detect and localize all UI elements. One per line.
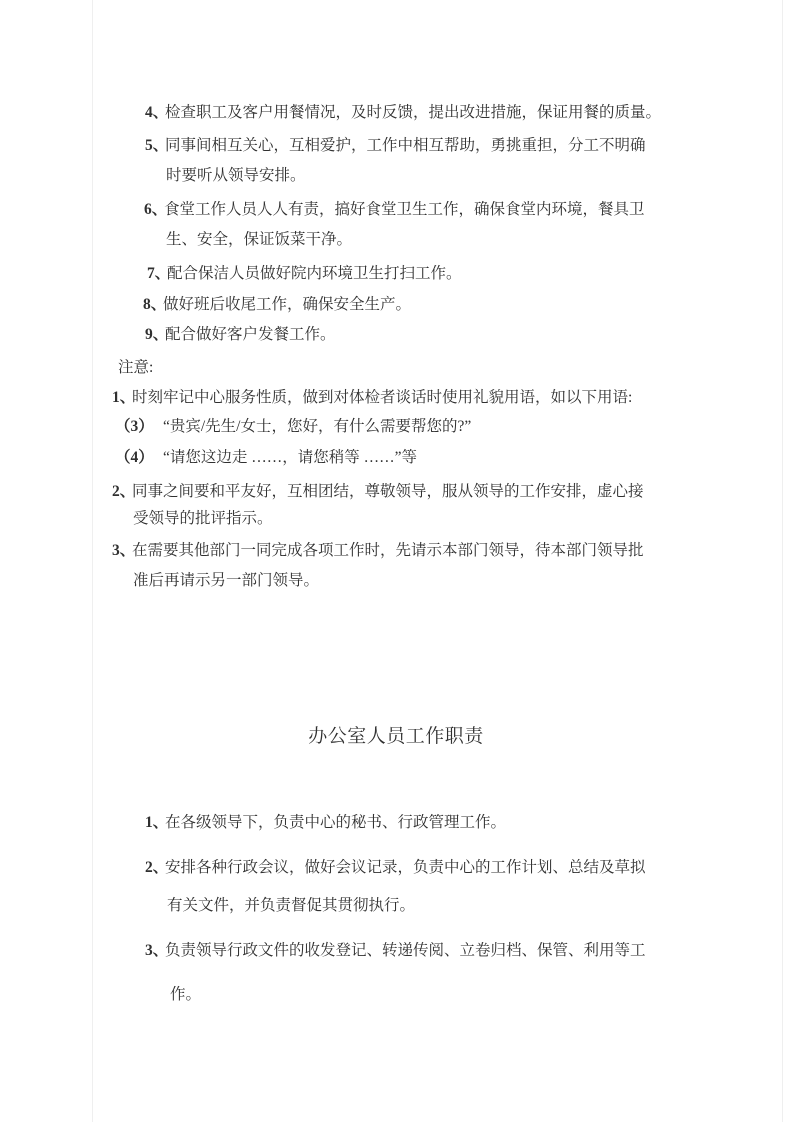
list-number: （4）: [115, 449, 154, 466]
list-text: 在各级领导下，负责中心的秘书、行政管理工作。: [165, 814, 507, 831]
list-text: 同事间相互关心，互相爱护，工作中相互帮助，勇挑重担，分工不明确: [165, 137, 646, 154]
list-text: 作。: [170, 986, 202, 1003]
list-number: 2、: [112, 483, 136, 500]
list-line: [0, 137, 792, 155]
list-line: [0, 814, 792, 832]
list-line: [0, 265, 792, 283]
list-line: [0, 897, 792, 915]
list-text: 安排各种行政会议，做好会议记录，负责中心的工作计划、总结及草拟: [165, 859, 646, 876]
notes-label-line: [0, 359, 792, 377]
list-text: 同事之间要和平友好，互相团结，尊敬领导，服从领导的工作安排，虚心接: [132, 483, 644, 500]
list-number: 4、: [145, 104, 169, 121]
list-text: 食堂工作人员人人有责，搞好食堂卫生工作，确保食堂内环境，餐具卫: [164, 201, 645, 218]
list-text: 受领导的批评指示。: [133, 510, 273, 527]
list-line: [0, 572, 792, 590]
list-line: [0, 167, 792, 185]
list-line: [0, 942, 792, 960]
list-line: [0, 483, 792, 501]
list-text: 配合做好客户发餐工作。: [165, 326, 336, 343]
list-text: 负责领导行政文件的收发登记、转递传阅、立卷归档、保管、利用等工: [165, 942, 646, 959]
list-line: [0, 449, 792, 467]
notes-label: 注意:: [118, 359, 154, 376]
list-number: 1、: [145, 814, 169, 831]
list-text: 准后再请示另一部门领导。: [133, 572, 320, 589]
list-number: 9、: [145, 326, 169, 343]
list-text: 有关文件，并负责督促其贯彻执行。: [167, 897, 416, 914]
list-line: [0, 418, 792, 436]
list-line: [0, 104, 792, 122]
list-line: [0, 201, 792, 219]
list-line: [0, 986, 792, 1004]
list-number: 3、: [112, 542, 136, 559]
list-text: 做好班后收尾工作，确保安全生产。: [163, 296, 412, 313]
list-number: 3、: [145, 942, 169, 959]
list-number: 1、: [112, 389, 136, 406]
list-number: （3）: [115, 418, 154, 435]
list-text: 在需要其他部门一同完成各项工作时，先请示本部门领导，待本部门领导批: [132, 542, 644, 559]
list-number: 8、: [143, 296, 167, 313]
list-number: 2、: [145, 859, 169, 876]
list-line: [0, 231, 792, 249]
list-line: [0, 326, 792, 344]
list-number: 5、: [145, 137, 169, 154]
list-text: 检查职工及客户用餐情况，及时反馈，提出改进措施，保证用餐的质量。: [165, 104, 662, 121]
list-line: [0, 542, 792, 560]
list-text: 时刻牢记中心服务性质，做到对体检者谈话时使用礼貌用语，如以下用语:: [132, 389, 633, 406]
list-number: 6、: [144, 201, 168, 218]
list-text: 配合保洁人员做好院内环境卫生打扫工作。: [167, 265, 462, 282]
list-text: “贵宾/先生/女士，您好，有什么需要帮您的?”: [163, 418, 472, 435]
list-line: [0, 389, 792, 407]
list-line: [0, 510, 792, 528]
list-line: [0, 296, 792, 314]
list-number: 7、: [147, 265, 171, 282]
section-heading: 办公室人员工作职责: [308, 726, 484, 747]
list-text: “请您这边走 ……，请您稍等 ……”等: [163, 449, 418, 466]
list-text: 生、安全，保证饭菜干净。: [166, 231, 353, 248]
list-text: 时要听从领导安排。: [166, 167, 306, 184]
list-line: [0, 859, 792, 877]
